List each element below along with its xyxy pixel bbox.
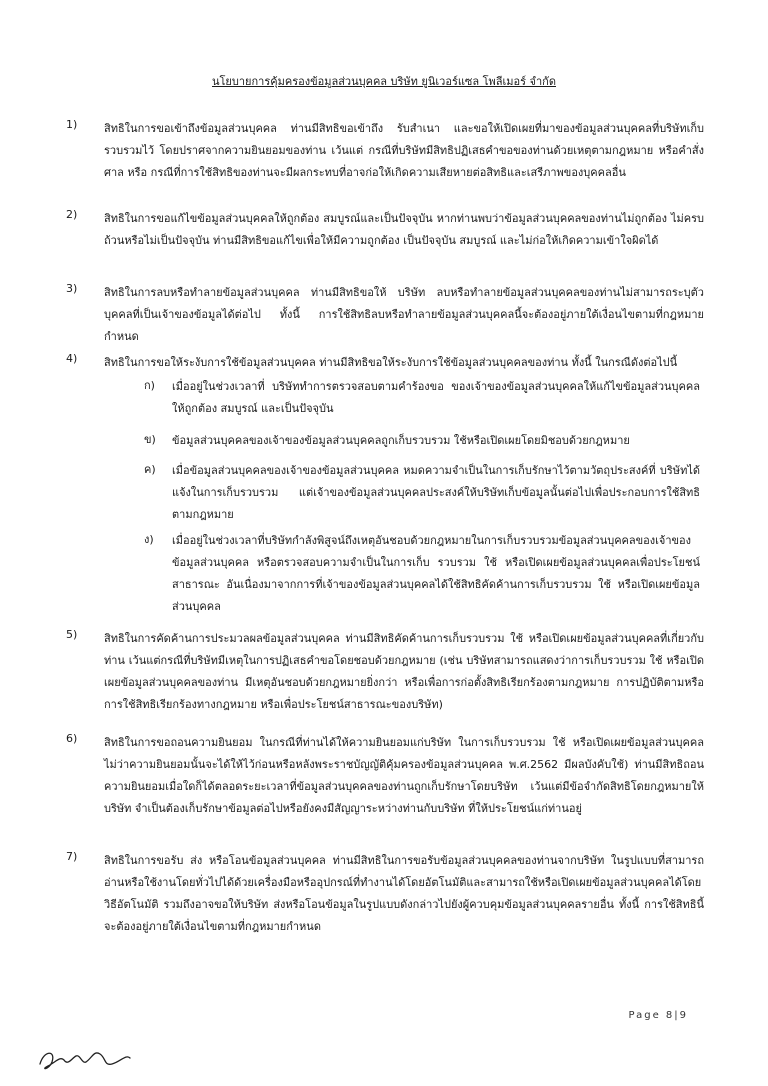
item-number: 5) bbox=[66, 628, 78, 641]
item-number: 2) bbox=[66, 208, 78, 221]
sub-item-kho bbox=[144, 430, 700, 452]
item-number: 6) bbox=[66, 732, 78, 745]
item-number: 1) bbox=[66, 118, 78, 131]
right-item-5 bbox=[66, 628, 704, 716]
item-text: สิทธิในการขอให้ระงับการใช้ข้อมูลส่วนบุคคล ท่านมีสิทธิขอให้ระงับการใช้ข้อมูลส่วนบุคคลของท่าน ทั้งนี้ ในกรณีดังต่อไปนี้ bbox=[104, 356, 678, 369]
document-title: นโยบายการคุ้มครองข้อมูลส่วนบุคคล บริษัท ยูนิเวอร์แซล โพลีเมอร์ จำกัด bbox=[212, 75, 556, 88]
sub-item-kho-khwai bbox=[144, 460, 700, 526]
item-text: สิทธิในการคัดค้านการประมวลผลข้อมูลส่วนบุคคล ท่านมีสิทธิคัดค้านการเก็บรวบรวม ใช้ หรือเปิดเผยข้อมูลส่วนบุคคลที่เกี่ยวกับท่าน เว้นแต่กรณีที่บริษัทมีเหตุในการปฏิเสธคำขอโดยชอบด้วยกฎหมาย (เช่น บริษัทสามารถแสดงว่าการเก็บรวบรวม ใช้ หรือเปิดเผยข้อมูลส่วนบุคคลของท่าน มีเหตุอันชอบด้วยกฎหมายยิ่งกว่า หรือเพื่อการก่อตั้งสิทธิเรียกร้องตามกฎหมาย การปฏิบัติตามหรือการใช้สิทธิเรียกร้องทางกฎหมาย หรือเพื่อประโยชน์สาธารณะของบริษัท) bbox=[104, 632, 704, 711]
sub-item-text: เมื่ออยู่ในช่วงเวลาที่ บริษัททำการตรวจสอบตามคำร้องขอ ของเจ้าของข้อมูลส่วนบุคคลให้แก้ไขข้อมูลส่วนบุคคลให้ถูกต้อง สมบูรณ์ และเป็นปัจจุบัน bbox=[172, 380, 700, 415]
item-number: 4) bbox=[66, 352, 78, 365]
right-item-2 bbox=[66, 208, 704, 252]
sub-item-ko bbox=[144, 376, 700, 420]
item-number: 7) bbox=[66, 850, 78, 863]
signature-icon bbox=[34, 1036, 134, 1076]
sub-item-number: ก) bbox=[144, 379, 155, 392]
item-text: สิทธิในการขอเข้าถึงข้อมูลส่วนบุคคล ท่านมีสิทธิขอเข้าถึง รับสำเนา และขอให้เปิดเผยที่มาของข้อมูลส่วนบุคคลที่บริษัทเก็บรวบรวมไว้ โดยปราศจากความยินยอมของท่าน เว้นแต่ กรณีที่บริษัทมีสิทธิปฏิเสธคำขอของท่านด้วยเหตุตามกฎหมาย หรือคำสั่งศาล หรือ กรณีที่การใช้สิทธิของท่านจะมีผลกระทบที่อาจก่อให้เกิดความเสียหายต่อสิทธิและเสรีภาพของบุคคลอื่น bbox=[104, 122, 704, 179]
item-text: สิทธิในการขอแก้ไขข้อมูลส่วนบุคคลให้ถูกต้อง สมบูรณ์และเป็นปัจจุบัน หากท่านพบว่าข้อมูลส่วนบุคคลของท่านไม่ถูกต้อง ไม่ครบถ้วนหรือไม่เป็นปัจจุบัน ท่านมีสิทธิขอแก้ไขเพื่อให้มีความถูกต้อง เป็นปัจจุบัน สมบูรณ์ และไม่ก่อให้เกิดความเข้าใจผิดได้ bbox=[104, 212, 704, 247]
sub-item-text: เมื่อข้อมูลส่วนบุคคลของเจ้าของข้อมูลส่วนบุคคล หมดความจำเป็นในการเก็บรักษาไว้ตามวัตถุประสงค์ที่ บริษัทได้แจ้งในการเก็บรวบรวม แต่เจ้าของข้อมูลส่วนบุคคลประสงค์ให้บริษัทเก็บข้อมูลนั้นต่อไปเพื่อประกอบการใช้สิทธิตามกฎหมาย bbox=[172, 464, 700, 521]
page-number: Page 8|9 bbox=[628, 1010, 688, 1021]
item-text: สิทธิในการขอรับ ส่ง หรือโอนข้อมูลส่วนบุคคล ท่านมีสิทธิในการขอรับข้อมูลส่วนบุคคลของท่านจากบริษัท ในรูปแบบที่สามารถอ่านหรือใช้งานโดยทั่วไปได้ด้วยเครื่องมือหรืออุปกรณ์ที่ทำงานได้โดยอัตโนมัติและสามารถใช้หรือเปิดเผยข้อมูลส่วนบุคคลได้โดยวิธีอัตโนมัติ รวมถึงอาจขอให้บริษัท ส่งหรือโอนข้อมูลในรูปแบบดังกล่าวไปยังผู้ควบคุมข้อมูลส่วนบุคคลรายอื่น ทั้งนี้ การใช้สิทธินี้จะต้องอยู่ภายใต้เงื่อนไขตามที่กฎหมายกำหนด bbox=[104, 854, 704, 933]
item-number: 3) bbox=[66, 282, 78, 295]
sub-item-number: ง) bbox=[144, 533, 154, 546]
sub-item-text: เมื่ออยู่ในช่วงเวลาที่บริษัทกำลังพิสูจน์ถึงเหตุอันชอบด้วยกฎหมายในการเก็บรวบรวมข้อมูลส่วนบุคคลของเจ้าของข้อมูลส่วนบุคคล หรือตรวจสอบความจำเป็นในการเก็บ รวบรวม ใช้ หรือเปิดเผยข้อมูลส่วนบุคคลเพื่อประโยชน์สาธารณะ อันเนื่องมาจากการที่เจ้าของข้อมูลส่วนบุคคลได้ใช้สิทธิคัดค้านการเก็บรวบรวม ใช้ หรือเปิดเผยข้อมูลส่วนบุคคล bbox=[172, 534, 700, 613]
right-item-7 bbox=[66, 850, 704, 938]
right-item-6 bbox=[66, 732, 704, 820]
right-item-3 bbox=[66, 282, 704, 348]
right-item-4 bbox=[66, 352, 704, 374]
item-text: สิทธิในการลบหรือทำลายข้อมูลส่วนบุคคล ท่านมีสิทธิขอให้ บริษัท ลบหรือทำลายข้อมูลส่วนบุคคลของท่านไม่สามารถระบุตัวบุคคลที่เป็นเจ้าของข้อมูลได้ต่อไป ทั้งนี้ การใช้สิทธิลบหรือทำลายข้อมูลส่วนบุคคลนี้จะต้องอยู่ภายใต้เงื่อนไขตามที่กฎหมายกำหนด bbox=[104, 286, 704, 343]
sub-item-number: ค) bbox=[144, 463, 156, 476]
item-text: สิทธิในการขอถอนความยินยอม ในกรณีที่ท่านได้ให้ความยินยอมแก่บริษัท ในการเก็บรวบรวม ใช้ หรือเปิดเผยข้อมูลส่วนบุคคล ไม่ว่าความยินยอมนั้นจะได้ให้ไว้ก่อนหรือหลังพระราชบัญญัติคุ้มครองข้อมูลส่วนบุคคล พ.ศ.2562 มีผลบังคับใช้) ท่านมีสิทธิถอนความยินยอมเมื่อใดก็ได้ตลอดระยะเวลาที่ข้อมูลส่วนบุคคลของท่านถูกเก็บรักษาโดยบริษัท เว้นแต่มีข้อจำกัดสิทธิโดยกฎหมายให้บริษัท จำเป็นต้องเก็บรักษาข้อมูลต่อไปหรือยังคงมีสัญญาระหว่างท่านกับบริษัท ที่ให้ประโยชน์แก่ท่านอยู่ bbox=[104, 736, 704, 815]
right-item-1 bbox=[66, 118, 704, 184]
sub-item-text: ข้อมูลส่วนบุคคลของเจ้าของข้อมูลส่วนบุคคลถูกเก็บรวบรวม ใช้หรือเปิดเผยโดยมิชอบด้วยกฎหมาย bbox=[172, 434, 630, 447]
sub-item-ngo bbox=[144, 530, 700, 618]
sub-item-number: ข) bbox=[144, 433, 156, 446]
